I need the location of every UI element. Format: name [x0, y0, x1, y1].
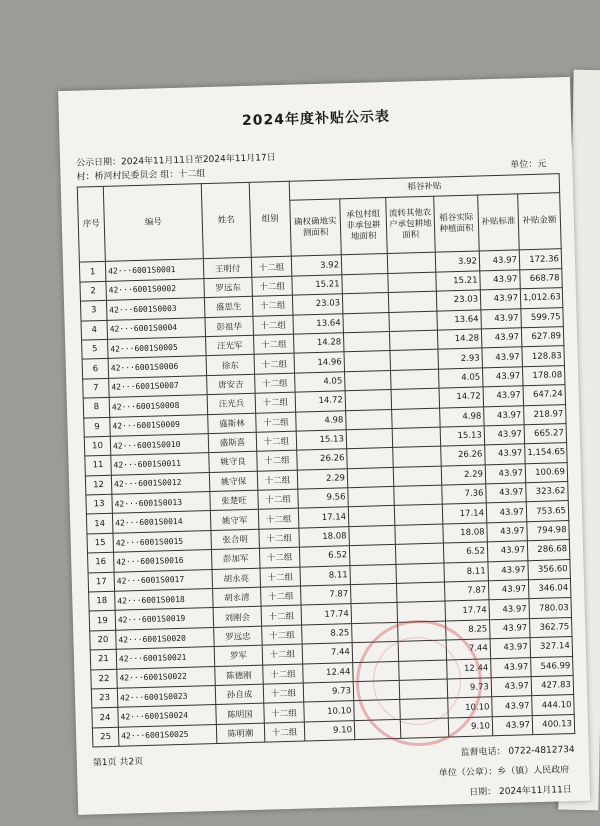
row-amount: 1,012.63 [520, 288, 563, 309]
row-area3 [397, 601, 446, 622]
row-seq: 25 [92, 727, 119, 747]
row-area2 [348, 506, 395, 527]
row-name: 胡永亮 [212, 568, 261, 589]
row-amount: 346.04 [528, 579, 571, 600]
row-rate: 43.97 [485, 463, 526, 483]
row-code: 42···6001S0019 [115, 608, 214, 630]
row-code: 42···6001S0002 [106, 278, 205, 300]
row-rate: 43.97 [488, 560, 529, 580]
row-seq: 21 [90, 649, 117, 669]
row-group: 十二组 [255, 392, 296, 412]
row-rate: 43.97 [480, 270, 521, 290]
row-seq: 10 [84, 436, 111, 456]
row-area4: 23.03 [436, 290, 481, 311]
row-rate: 43.97 [484, 425, 525, 445]
row-group: 十二组 [252, 295, 293, 315]
row-name: 张合明 [211, 529, 260, 550]
row-rate: 43.97 [490, 638, 531, 658]
row-area1: 13.64 [293, 313, 344, 334]
row-amount: 794.98 [527, 520, 570, 541]
row-name: 刘刚会 [213, 607, 262, 628]
row-amount: 665.27 [524, 423, 567, 444]
row-area2 [343, 331, 390, 352]
row-seq: 19 [89, 611, 116, 631]
row-name: 罗远东 [204, 277, 253, 298]
row-rate: 43.97 [482, 367, 523, 387]
row-area1: 3.92 [291, 255, 342, 276]
row-amount: 362.75 [530, 617, 573, 638]
row-amount: 627.89 [521, 327, 564, 348]
row-amount: 327.14 [530, 637, 573, 658]
row-rate: 43.97 [482, 347, 523, 367]
row-area1: 14.96 [294, 352, 345, 373]
row-group: 十二组 [263, 664, 304, 684]
row-seq: 11 [85, 456, 112, 476]
row-group: 十二组 [263, 683, 304, 703]
row-code: 42···6001S0006 [108, 356, 207, 378]
row-name: 罗军 [214, 645, 263, 666]
row-code: 42···6001S0014 [112, 511, 211, 533]
row-group: 十二组 [254, 354, 295, 374]
row-area3 [399, 679, 448, 700]
row-amount: 100.69 [525, 462, 568, 483]
row-area3 [394, 485, 443, 506]
row-name: 孙自成 [215, 684, 264, 705]
document-title: 2024年度补贴公示表 [241, 108, 391, 130]
row-area3 [396, 582, 445, 603]
row-name: 张楚旺 [210, 490, 259, 511]
row-area2 [346, 428, 393, 449]
row-seq: 16 [88, 553, 115, 573]
date-text: 日期： 2024年11月11日 [469, 785, 572, 799]
row-code: 42···6001S0008 [109, 395, 208, 417]
row-area3 [393, 466, 442, 487]
row-seq: 22 [91, 669, 118, 689]
row-name: 胡永清 [213, 587, 262, 608]
row-area2 [341, 254, 388, 275]
row-area4: 9.73 [447, 678, 492, 699]
row-name: 罗远忠 [214, 626, 263, 647]
row-name: 徐东 [206, 355, 255, 376]
unit-text: 单位：元 [510, 159, 547, 171]
row-seq: 9 [84, 417, 111, 437]
row-area4: 6.52 [443, 542, 488, 563]
row-area1: 15.13 [296, 430, 347, 451]
footer [93, 742, 577, 825]
row-group: 十二组 [256, 431, 297, 451]
table-body [79, 249, 574, 747]
row-area3 [396, 563, 445, 584]
row-code: 42···6001S0015 [113, 530, 212, 552]
row-amount: 546.99 [531, 656, 574, 677]
row-area3 [399, 660, 448, 681]
row-area2 [345, 370, 392, 391]
row-area2 [349, 525, 396, 546]
row-group: 十二组 [264, 722, 305, 742]
row-area1: 8.25 [302, 623, 353, 644]
phone-text: 监督电话： 0722-4812734 [460, 745, 575, 759]
row-area1: 4.05 [295, 371, 346, 392]
header-area3: 流转其他农户承包耕地面积 [386, 197, 436, 254]
row-area2 [352, 622, 399, 643]
row-seq: 18 [89, 591, 116, 611]
row-area1: 26.26 [297, 449, 348, 470]
row-area2 [342, 293, 389, 314]
row-area4: 2.93 [438, 348, 483, 369]
row-area3 [400, 698, 449, 719]
row-rate: 43.97 [492, 715, 533, 735]
subsidy-table [77, 173, 575, 747]
page-indicator: 第1页 共2页 [92, 757, 144, 769]
row-area2 [350, 583, 397, 604]
row-area1: 12.44 [303, 662, 354, 683]
row-amount: 323.62 [526, 482, 569, 503]
row-area3 [389, 311, 438, 332]
row-area4: 17.74 [445, 600, 490, 621]
row-area2 [344, 351, 391, 372]
row-group: 十二组 [261, 586, 302, 606]
row-area3 [393, 446, 442, 467]
row-amount: 218.97 [524, 404, 567, 425]
row-code: 42···6001S0016 [114, 550, 213, 572]
row-name: 姚守保 [209, 471, 258, 492]
header-area2: 承包村组非承包耕地面积 [340, 198, 388, 255]
row-amount: 599.75 [521, 307, 564, 328]
row-area2 [354, 700, 401, 721]
row-rate: 43.97 [486, 483, 527, 503]
row-amount: 286.68 [527, 540, 570, 561]
row-rate: 43.97 [488, 580, 529, 600]
period-text: 公示日期：2024年11月11日至2024年11月17日 [75, 153, 276, 169]
row-area2 [354, 719, 401, 740]
row-amount: 128.83 [522, 346, 565, 367]
row-area1: 17.74 [301, 604, 352, 625]
row-amount: 444.10 [532, 695, 575, 716]
row-amount: 753.65 [526, 501, 569, 522]
row-seq: 13 [86, 494, 113, 514]
row-seq: 8 [83, 397, 110, 417]
document-page [58, 77, 590, 815]
row-area4: 4.98 [440, 406, 485, 427]
row-seq: 12 [85, 475, 112, 495]
row-area4: 8.11 [444, 561, 489, 582]
row-area3 [388, 291, 437, 312]
row-rate: 43.97 [492, 696, 533, 716]
row-seq: 24 [92, 708, 119, 728]
row-area3 [392, 427, 441, 448]
row-area1: 14.72 [295, 391, 346, 412]
row-rate: 43.97 [487, 541, 528, 561]
row-code: 42···6001S0021 [116, 647, 215, 669]
row-code: 42···6001S0003 [106, 298, 205, 320]
header-amount: 补贴金额 [518, 193, 562, 250]
row-amount: 178.08 [522, 365, 565, 386]
row-code: 42···6001S0010 [110, 433, 209, 455]
row-area4: 12.44 [447, 658, 492, 679]
row-code: 42···6001S0004 [107, 317, 206, 339]
row-area3 [391, 388, 440, 409]
row-group: 十二组 [251, 257, 292, 277]
row-area1: 15.21 [292, 275, 343, 296]
header-group: 组别 [249, 181, 291, 257]
header-seq: 序号 [77, 186, 105, 262]
row-name: 陈德刚 [215, 665, 264, 686]
row-area1: 9.10 [304, 720, 355, 741]
header-area4: 稻谷实际种植面积 [434, 195, 480, 252]
row-area3 [392, 408, 441, 429]
row-area4: 9.10 [448, 717, 493, 738]
row-code: 42···6001S0005 [108, 337, 207, 359]
row-rate: 43.97 [491, 677, 532, 697]
row-area4: 14.72 [439, 387, 484, 408]
row-amount: 668.78 [520, 268, 563, 289]
row-area3 [387, 253, 436, 274]
row-area1: 9.56 [298, 488, 349, 509]
row-seq: 3 [80, 301, 107, 321]
row-group: 十二组 [255, 373, 296, 393]
row-seq: 14 [86, 514, 113, 534]
row-name: 彭祖华 [205, 316, 254, 337]
row-rate: 43.97 [479, 250, 520, 270]
row-group: 十二组 [262, 644, 303, 664]
row-amount: 356.60 [528, 559, 571, 580]
row-rate: 43.97 [481, 308, 522, 328]
row-area1: 17.14 [298, 507, 349, 528]
row-seq: 20 [90, 630, 117, 650]
row-area2 [347, 448, 394, 469]
row-group: 十二组 [262, 625, 303, 645]
row-seq: 17 [88, 572, 115, 592]
row-area1: 4.98 [296, 410, 347, 431]
row-group: 十二组 [252, 276, 293, 296]
row-group: 十二组 [259, 547, 300, 567]
row-amount: 172.36 [519, 249, 562, 270]
row-seq: 4 [81, 320, 108, 340]
row-area2 [352, 642, 399, 663]
row-group: 十二组 [253, 315, 294, 335]
row-code: 42···6001S0009 [110, 414, 209, 436]
row-area1: 7.87 [301, 585, 352, 606]
row-area2 [351, 603, 398, 624]
row-area3 [388, 272, 437, 293]
row-area4: 26.26 [441, 445, 486, 466]
row-seq: 6 [82, 359, 109, 379]
row-area4: 7.44 [446, 639, 491, 660]
row-seq: 1 [79, 262, 106, 282]
header-rate: 补贴标准 [478, 194, 520, 251]
row-area1: 14.28 [293, 333, 344, 354]
gov-text: 单位（公章）：乡（镇）人民政府 [438, 765, 570, 779]
row-area2 [353, 680, 400, 701]
row-area4: 14.28 [437, 329, 482, 350]
row-area4: 7.36 [442, 484, 487, 505]
row-seq: 7 [83, 378, 110, 398]
row-amount: 427.83 [531, 675, 574, 696]
row-area1: 2.29 [297, 468, 348, 489]
row-code: 42···6001S0012 [111, 472, 210, 494]
row-amount: 647.24 [523, 385, 566, 406]
row-code: 42···6001S0001 [105, 259, 204, 281]
row-rate: 43.97 [490, 619, 531, 639]
row-area3 [394, 505, 443, 526]
row-name: 彭加军 [211, 548, 260, 569]
row-code: 42···6001S0022 [117, 666, 216, 688]
row-area4: 2.29 [441, 465, 486, 486]
row-code: 42···6001S0023 [117, 685, 216, 707]
row-area4: 4.05 [439, 368, 484, 389]
row-area4: 7.87 [444, 581, 489, 602]
row-name: 陈明国 [216, 704, 265, 725]
row-area1: 9.73 [303, 682, 354, 703]
row-amount: 400.13 [532, 714, 575, 735]
row-rate: 43.97 [484, 405, 525, 425]
row-rate: 43.97 [489, 599, 530, 619]
row-area2 [345, 390, 392, 411]
row-group: 十二组 [264, 702, 305, 722]
row-area3 [400, 718, 449, 739]
row-area2 [353, 661, 400, 682]
header-name: 姓名 [201, 182, 251, 259]
row-area4: 10.10 [448, 697, 493, 718]
row-amount: 780.03 [529, 598, 572, 619]
row-rate: 43.97 [481, 328, 522, 348]
row-area2 [349, 545, 396, 566]
row-group: 十二组 [260, 567, 301, 587]
row-code: 42···6001S0018 [115, 589, 214, 611]
row-seq: 2 [80, 281, 107, 301]
row-name: 盛思生 [204, 296, 253, 317]
row-name: 姚守军 [210, 510, 259, 531]
row-area4: 15.21 [436, 271, 481, 292]
row-seq: 5 [82, 339, 109, 359]
row-amount: 1,154.65 [525, 443, 568, 464]
row-area3 [395, 524, 444, 545]
row-area2 [342, 273, 389, 294]
row-area2 [348, 487, 395, 508]
row-name: 汪光军 [206, 335, 255, 356]
row-rate: 43.97 [480, 289, 521, 309]
row-area1: 8.11 [300, 565, 351, 586]
row-rate: 43.97 [483, 386, 524, 406]
row-seq: 15 [87, 533, 114, 553]
row-name: 汪光兵 [207, 393, 256, 414]
row-code: 42···6001S0024 [118, 705, 217, 727]
row-area3 [398, 621, 447, 642]
row-code: 42···6001S0025 [118, 724, 217, 746]
row-area3 [389, 330, 438, 351]
row-area4: 18.08 [443, 523, 488, 544]
row-group: 十二组 [257, 450, 298, 470]
row-area1: 6.52 [299, 546, 350, 567]
row-code: 42···6001S0013 [112, 492, 211, 514]
row-name: 王明付 [203, 258, 252, 279]
row-name: 唐安吉 [207, 374, 256, 395]
row-area2 [347, 467, 394, 488]
village-text: 村：桥河村民委员会 组：十二组 [76, 169, 206, 183]
row-rate: 43.97 [485, 444, 526, 464]
row-rate: 43.97 [486, 502, 527, 522]
row-area3 [391, 369, 440, 390]
row-area1: 10.10 [304, 701, 355, 722]
row-group: 十二组 [258, 489, 299, 509]
row-area4: 8.25 [446, 620, 491, 641]
row-code: 42···6001S0020 [116, 627, 215, 649]
header-area1: 确权确地实测面积 [290, 199, 342, 256]
row-area3 [395, 543, 444, 564]
row-name: 姚守良 [209, 452, 258, 473]
row-name: 盛斯林 [208, 413, 257, 434]
row-area1: 23.03 [292, 294, 343, 315]
row-area4: 17.14 [442, 503, 487, 524]
row-rate: 43.97 [491, 657, 532, 677]
row-group: 十二组 [257, 470, 298, 490]
row-name: 盛斯喜 [208, 432, 257, 453]
row-name: 陈明潮 [216, 723, 265, 744]
row-code: 42···6001S0017 [114, 569, 213, 591]
row-area4: 3.92 [435, 251, 480, 272]
row-area3 [398, 640, 447, 661]
row-code: 42···6001S0011 [111, 453, 210, 475]
row-rate: 43.97 [487, 522, 528, 542]
row-area2 [346, 409, 393, 430]
row-group: 十二组 [256, 412, 297, 432]
header-rice: 稻谷补贴 [289, 174, 559, 201]
row-group: 十二组 [261, 605, 302, 625]
row-area4: 13.64 [437, 309, 482, 330]
row-seq: 23 [91, 688, 118, 708]
row-group: 十二组 [253, 334, 294, 354]
row-area4: 15.13 [440, 426, 485, 447]
row-code: 42···6001S0007 [109, 375, 208, 397]
header-code: 编号 [103, 184, 203, 262]
row-area2 [350, 564, 397, 585]
row-group: 十二组 [258, 509, 299, 529]
row-group: 十二组 [259, 528, 300, 548]
row-area1: 18.08 [299, 527, 350, 548]
row-area3 [390, 349, 439, 370]
row-area2 [343, 312, 390, 333]
row-area1: 7.44 [302, 643, 353, 664]
